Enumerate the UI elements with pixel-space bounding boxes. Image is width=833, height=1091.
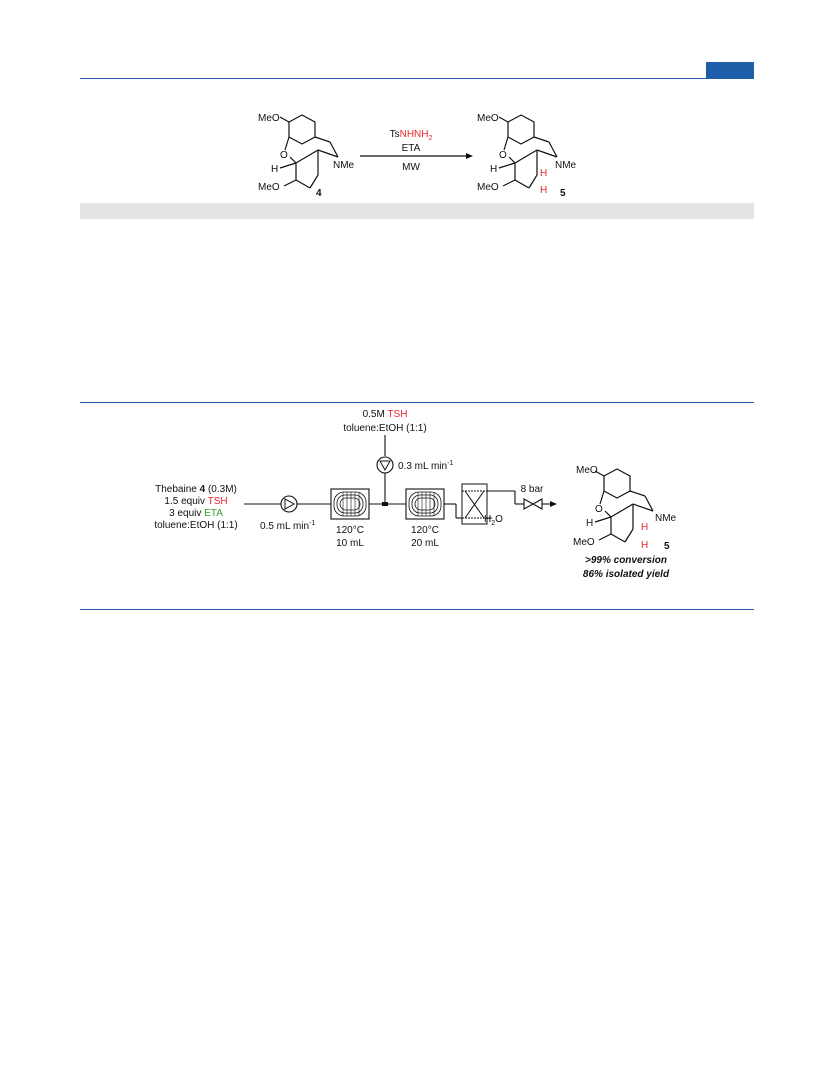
svg-text:10 mL: 10 mL — [336, 538, 364, 549]
compound-label-5: 5 — [664, 541, 670, 552]
reagent-eta: ETA — [401, 143, 421, 154]
molecule-product-5 — [499, 115, 557, 188]
meo-bottom-label: MeO — [573, 537, 595, 548]
h-label: H — [586, 518, 594, 529]
nme-label: NMe — [333, 160, 355, 171]
svg-text:Thebaine 4 (0.3M): Thebaine 4 (0.3M) — [155, 484, 237, 495]
separator-h2o-label: $H_2O$ — [484, 514, 503, 527]
yield-label: 86% isolated yield — [582, 569, 670, 580]
scheme2-bottom-rule — [80, 609, 754, 610]
o-label: O — [280, 150, 288, 161]
svg-text:120°C: 120°C — [336, 525, 364, 536]
conversion-label: >99% conversion — [585, 555, 667, 566]
svg-text:toluene:EtOH (1:1): toluene:EtOH (1:1) — [154, 520, 238, 531]
scheme1 — [0, 0, 833, 230]
compound-label-4: 4 — [316, 188, 322, 199]
compound-label-5: 5 — [560, 188, 566, 199]
reaction-conditions — [390, 129, 433, 173]
pressure-label: 8 bar — [520, 484, 544, 495]
reactor-coil-2 — [406, 489, 444, 519]
svg-text:20 mL: 20 mL — [411, 538, 439, 549]
nme-label: NMe — [555, 160, 577, 171]
reactor-coil-1 — [331, 489, 369, 519]
svg-text:0.5M TSH: 0.5M TSH — [362, 409, 408, 420]
o-label: O — [499, 150, 507, 161]
svg-text:3 equiv ETA: 3 equiv ETA — [169, 508, 223, 519]
top-feed-label — [343, 409, 426, 434]
meo-bottom-label: MeO — [258, 182, 280, 193]
svg-text:120°C: 120°C — [411, 525, 439, 536]
nme-label: NMe — [655, 513, 677, 524]
meo-top-label: MeO — [477, 113, 499, 124]
pump1-rate-label: 0.5 mL $\min^{-1}$ — [260, 520, 316, 532]
svg-text:1.5 equiv TSH: 1.5 equiv TSH — [164, 496, 228, 507]
reagent-tsnhnh2: TsNHNH$_2$ — [389, 129, 433, 142]
h-red-label-1: H — [540, 168, 548, 179]
meo-top-label: MeO — [576, 465, 598, 476]
back-pressure-valve — [524, 499, 542, 509]
pump2-rate-label: 0.3 mL $\min^{-1}$ — [398, 460, 454, 472]
reactor1-labels — [336, 525, 364, 549]
molecule-thebaine-4 — [280, 115, 338, 188]
meo-bottom-label: MeO — [477, 182, 499, 193]
product-arrowhead — [550, 501, 557, 507]
meo-top-label: MeO — [258, 113, 280, 124]
reactor2-labels — [411, 525, 439, 549]
feed-label — [154, 484, 237, 531]
h-label: H — [490, 164, 498, 175]
svg-text:toluene:EtOH (1:1): toluene:EtOH (1:1) — [343, 423, 427, 434]
condition-mw: MW — [402, 162, 420, 173]
h-red-label-2: H — [641, 540, 649, 551]
scheme2-flow-diagram — [0, 400, 833, 605]
result-labels — [583, 555, 670, 580]
pump-2 — [377, 457, 393, 473]
h-red-label-1: H — [641, 522, 649, 533]
o-label: O — [595, 504, 603, 515]
pump-1 — [281, 496, 297, 512]
h-label: H — [271, 164, 279, 175]
h-red-label-2: H — [540, 185, 548, 196]
